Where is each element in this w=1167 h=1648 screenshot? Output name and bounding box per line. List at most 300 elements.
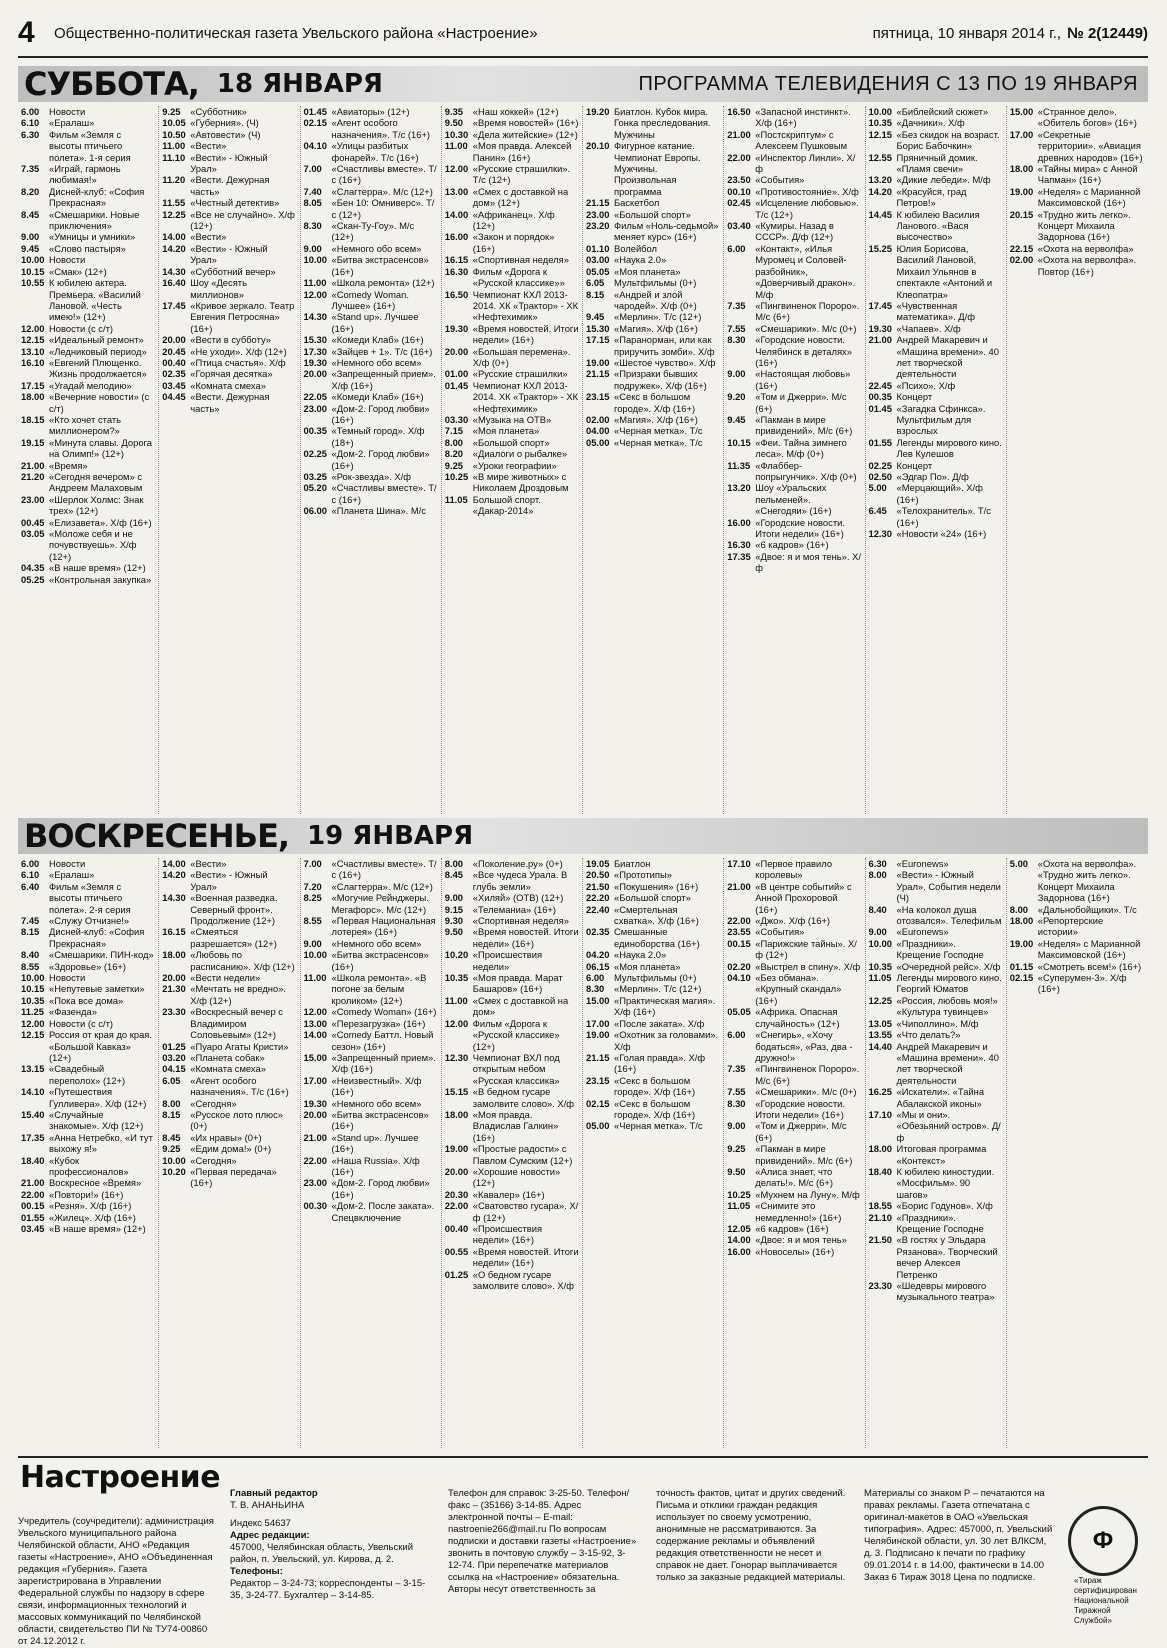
program-time: 04.20 [586,949,610,961]
program-title: «На колокол душа отозвался». Телефильм [896,903,1002,927]
program-row [21,254,155,265]
program-time: 11.00 [444,140,468,152]
program-time: 6.00 [21,106,40,117]
program-title: «Едим дома!» (0+) [190,1143,272,1155]
program-row [869,437,1003,460]
program-time: 9.50 [727,1165,746,1177]
program-title: «Новости «24» (16+) [896,528,987,540]
program-title: «Мухнем на Луну». М/ф [755,1188,860,1200]
program-row [445,1269,579,1292]
program-time: 10.20 [444,949,469,961]
program-title: «Праздники». Крещение Господне [896,1211,984,1234]
program-time: 10.35 [444,972,469,984]
program-title: «Пока все дома» [49,994,124,1006]
program-time: 14.10 [21,1086,45,1098]
program-title: «Играй, гармонь любимая!» [49,163,121,186]
program-row [727,300,861,323]
program-title: «Новоселы» (16+) [755,1245,835,1257]
phones: Редактор – 3-24-73; корреспонденты – 3-15-35, 3-24-77. Бухгалтер – 3-14-85. [230,1578,426,1601]
program-row [586,995,720,1018]
program-row [162,1098,296,1109]
program-title: «Угадай мелодию» [49,379,132,391]
program-row [727,938,861,961]
program-time: 02.15 [303,117,327,129]
program-title: «Моя правда. Владислав Галкин» (16+) [472,1108,559,1143]
program-title: «Путешествия Гулливера». Х/ф (12+) [49,1086,147,1109]
program-time: 12.00 [303,1006,327,1018]
program-title: «Планета Шина». М/с [331,505,426,517]
seal-note: «Тираж сертифицирован Национальной Тиражной Службой» [1074,1576,1137,1625]
program-title: «Охота на верволфа» [1037,242,1134,254]
program-title: Биатлон [614,858,651,869]
program-row [1010,904,1145,915]
schedule-column [301,858,442,1448]
program-title: «Трудно жить легко». Концерт Михаила Задорнова (16+) [1037,208,1131,243]
program-row [445,869,579,892]
program-row [727,539,861,550]
schedule-column [1007,858,1148,1448]
program-time: 8.30 [727,334,746,346]
program-row [445,380,579,414]
program-title: «Контакт», «Илья Муромец и Соловей-разбойник», «Доверчивый дракон». М/ф [755,242,856,300]
program-title: «Шестое чувство». Х/ф [614,356,716,368]
program-row [727,414,861,437]
program-row [162,858,296,869]
program-time: 8.20 [444,448,463,460]
program-time: 15.00 [303,1051,327,1063]
program-title: Новости [49,254,86,266]
program-row [586,881,720,892]
program-row [445,209,579,232]
program-row [304,425,438,448]
program-time: 16.00 [727,516,751,528]
program-time: 02.15 [586,1097,610,1109]
program-title: «Праздники». Крещение Господне [896,937,984,961]
program-title: «6 кадров» (16+) [755,1223,829,1234]
program-time: 14.00 [162,231,186,243]
program-title: «Без скидок на возраст. Борис Бабочкин» [896,128,1000,152]
program-row [21,858,155,869]
program-time: 16.15 [162,926,186,938]
program-row [304,1018,438,1029]
program-time: 00.15 [727,937,751,949]
program-time: 8.15 [21,926,40,938]
program-row [304,346,438,357]
program-row [304,448,438,471]
program-row [21,391,155,414]
program-title: Дисней-клуб: «София Прекрасная» [49,926,145,949]
program-time: 13.20 [868,174,892,186]
program-row [21,949,155,960]
program-title: «Дальнобойщики». Т/с [1037,903,1137,915]
program-title: «Вести» [190,140,227,152]
program-title: «Наш хоккей» (12+) [472,106,559,117]
program-title: «Сегодня» [190,1097,237,1109]
program-title: «Что делать?» [896,1029,961,1041]
program-row [21,562,155,573]
program-row [162,346,296,357]
program-row [869,1234,1003,1280]
program-title: «Служу Отчизне!» [49,915,130,927]
program-row [727,1063,861,1086]
program-title: «Покушения» (16+) [614,880,699,892]
program-row [162,266,296,277]
program-row [727,1223,861,1234]
program-row [1010,209,1145,243]
program-row [162,949,296,972]
program-row [162,391,296,414]
program-time: 10.15 [21,265,45,277]
program-time: 15.30 [586,322,610,334]
program-row [21,1086,155,1109]
program-title: «Первое правило королевы» [755,858,833,881]
program-time: 15.00 [586,994,610,1006]
program-time: 21.00 [727,880,751,892]
program-time: 16.15 [444,254,469,266]
program-row [21,323,155,334]
program-time: 8.20 [21,185,40,197]
program-time: 21.00 [303,1131,327,1143]
program-title: Чемпионат ВХЛ под открытым небом «Русская классика» [472,1051,560,1086]
program-title: «6 кадров» (16+) [755,539,829,551]
program-time: 13.20 [727,482,751,494]
program-row [445,494,579,517]
schedule-column [724,858,865,1448]
program-time: 00.15 [21,1200,45,1212]
program-row [586,1120,720,1131]
program-title: «Немного обо всем» [331,242,422,254]
program-title: «Вести недели» [190,972,261,984]
program-time: 00.35 [868,391,892,403]
program-title: «Черная метка». Т/с [614,425,703,437]
program-time: 03.30 [444,413,469,425]
program-time: 22.00 [303,1154,327,1166]
program-row [162,334,296,345]
program-time: 12.15 [21,1029,45,1041]
program-title: «Искатели». «Тайна Абалакской иконы» [896,1086,985,1109]
program-row [162,209,296,232]
program-time: 15.30 [303,334,327,346]
program-title: «Моя правда. Алексей Панин» (16+) [472,140,572,163]
schedule-column [159,106,300,814]
program-row [162,1143,296,1154]
program-row [727,1189,861,1200]
page-header [18,10,1148,58]
program-title: «Мы и они». «Обезьяний остров». Д/ф [896,1108,1001,1143]
program-title: «Честный детектив» [190,197,280,209]
program-title: «Психо». Х/ф [896,379,956,391]
program-row [445,904,579,915]
program-time: 11.05 [727,1200,751,1212]
program-title: «Феи. Тайна зимнего леса». М/ф (0+) [755,436,847,460]
program-title: «Секс в большом городе». Х/ф (16+) [614,1074,696,1098]
program-time: 9.45 [586,311,605,323]
program-title: «Музыка на ОТВ» [472,413,552,425]
program-time: 14.30 [162,265,186,277]
program-time: 14.30 [303,311,327,323]
program-time: 10.35 [21,994,45,1006]
program-row [869,1041,1003,1087]
program-row [445,186,579,209]
program-title: «Улицы разбитых фонарей». Т/с (16+) [331,140,419,163]
program-time: 7.35 [21,163,40,175]
program-time: 14.20 [868,185,892,197]
program-row [1010,106,1145,129]
program-time: 9.35 [444,106,463,117]
program-row [586,972,720,983]
program-time: 02.20 [727,960,751,972]
program-row [21,517,155,528]
program-row [304,1109,438,1132]
program-title: «Смак» (12+) [49,265,107,277]
program-title: «Происшествия недели» (16+) [472,1223,543,1246]
program-time: 14.00 [727,1234,751,1246]
program-row [445,425,579,436]
program-time: 6.00 [727,242,746,254]
program-row [21,471,155,494]
program-time: 19.00 [586,1029,610,1041]
program-time: 10.00 [21,972,45,984]
program-title: «Постскриптум» с Алексеем Пушковым [755,128,848,152]
program-time: 6.00 [21,858,40,869]
program-row [586,277,720,288]
program-row [445,323,579,346]
program-row [445,1246,579,1269]
program-title: «Школа ремонта». «В погоне за белым кроликом» (12+) [331,972,427,1006]
program-title: «Суперумен-3». Х/ф (16+) [1037,972,1127,995]
program-title: «Простые радости» с Павлом Сумским (12+) [472,1143,573,1166]
program-title: «Очередной рейс». Х/ф [896,960,1001,972]
program-title: «Алиса знает, что делать!». М/с (6+) [755,1165,833,1189]
program-title: «Комната смеха» [190,379,266,391]
program-title: «Большой спорт» [614,208,691,220]
program-row [304,197,438,220]
program-time: 8.55 [21,960,40,972]
program-row [869,186,1003,209]
program-title: Большой спорт. «Дакар-2014» [472,493,541,517]
program-row [586,949,720,960]
issue-number: № 2(12449) [1067,24,1148,42]
program-title: «Эдгар По». Д/ф [896,471,969,482]
program-time: 04.10 [727,972,751,984]
program-row [304,1052,438,1075]
program-title: «Comedy Woman. Лучшее» (16+) [331,288,409,311]
program-time: 18.00 [868,1143,892,1155]
program-row [445,346,579,369]
program-row [21,972,155,983]
program-time: 9.30 [444,915,463,927]
program-row [21,186,155,209]
program-row [727,220,861,243]
program-title: «Флаббер-попрыгунчик». Х/ф (0+) [755,459,857,482]
schedule-column [866,106,1007,814]
program-title: «Перезагрузка» (16+) [331,1017,426,1029]
program-row [304,1075,438,1098]
newspaper-logo: Настроение [20,1460,221,1495]
program-title: «Спортивная неделя» [472,915,569,927]
program-title: «Кто хочет стать миллионером?» [49,413,122,437]
program-time: 00.35 [303,425,327,437]
phones-title: Телефоны: [230,1566,283,1577]
program-title: Мультфильмы (0+) [614,277,697,289]
program-row [304,140,438,163]
program-row [21,1200,155,1211]
program-title: Итоговая программа «Контекст» [896,1143,987,1166]
program-time: 03.00 [586,254,610,266]
program-title: «Диалоги о рыбалке» [472,448,568,460]
program-row [869,391,1003,402]
program-title: Андрей Макаревич и «Машина времени». 40 лет творческой деятельности [896,334,999,380]
program-row [869,323,1003,334]
program-title: «Битва экстрасенсов» (16+) [331,949,429,972]
program-title: «Euronews» [896,926,949,938]
program-row [869,995,1003,1018]
program-title: «Дачники». Х/ф [896,117,965,129]
program-title: «Практическая магия». Х/ф (16+) [614,994,716,1018]
program-row [869,938,1003,961]
program-row [445,437,579,448]
program-title: Новости (с с/т) [49,322,114,334]
program-title: «Двое: я и моя тень» [755,1234,847,1246]
editorial-info [230,1488,430,1602]
program-row [162,892,296,926]
program-row [869,1280,1003,1303]
program-title: «Смех с доставкой на дом» (12+) [472,185,569,209]
program-time: 01.15 [1009,960,1034,972]
program-time: 8.40 [868,903,887,915]
program-title: Новости [49,106,86,117]
program-title: «Кавалер» (16+) [472,1188,545,1200]
program-time: 06.00 [303,505,327,517]
program-time: 01.25 [444,1268,469,1280]
program-time: 9.00 [21,231,40,243]
program-title: «Пакман в мире привидений». М/с (6+) [755,1143,853,1166]
program-title: Дисней-клуб: «София Прекрасная» [49,185,145,209]
program-title: Фильм «Ноль-седьмой» меняет курс» (16+) [614,220,719,243]
program-row [162,300,296,334]
program-time: 9.25 [444,459,463,471]
program-time: 23.00 [303,1177,327,1189]
program-row [586,1098,720,1121]
program-time: 8.00 [868,869,887,881]
page-number: 4 [18,16,35,49]
program-row [304,482,438,505]
program-row [21,437,155,460]
program-row [162,1041,296,1052]
program-row [727,174,861,185]
program-row [445,129,579,140]
program-row [586,220,720,243]
program-row [869,403,1003,437]
program-time: 19.30 [444,322,469,334]
program-time: 14.20 [162,242,186,254]
program-row [445,1166,579,1189]
program-title: «Смертельная схватка». Х/ф (16+) [614,903,699,927]
program-time: 18.15 [21,413,45,425]
program-title: «Рок-звезда». Х/ф [331,471,411,482]
program-title: «Моложе себя и не почувствуешь». Х/ф (12+) [49,528,137,562]
program-title: «Школа ремонта» (12+) [331,277,435,289]
program-row [21,1063,155,1086]
program-row [869,117,1003,128]
program-time: 23.30 [162,1006,186,1018]
program-time: 20.00 [303,368,327,380]
program-title: «Любовь по расписанию». Х/ф (12+) [190,949,295,972]
program-row [21,277,155,323]
program-title: Шоу «Уральских пельменей». «Снегодяи» (16+) [755,482,832,517]
program-row [304,391,438,402]
program-time: 02.45 [727,197,751,209]
program-row [727,1006,861,1029]
program-title: «Инспектор Линли». Х/ф [755,151,856,175]
program-title: «Планета собак» [190,1051,265,1063]
program-row [445,471,579,494]
program-row [304,1029,438,1052]
program-title: «Первая передача» (16+) [190,1165,277,1189]
program-time: 17.35 [727,550,751,562]
program-title: «Кривое зеркало. Театр Евгения Петросяна» (16+) [190,299,295,334]
program-title: Шоу «Десять миллионов» [190,277,247,300]
program-title: Концерт [896,391,933,403]
program-title: «Stand up». Лучшее (16+) [331,311,419,334]
program-row [21,995,155,1006]
program-row [21,380,155,391]
program-row [727,368,861,391]
program-time: 13.00 [444,185,469,197]
program-title: «Россия, любовь моя!» «Культура тувинцев» [896,994,998,1018]
program-row [869,129,1003,152]
program-row [21,129,155,163]
program-title: «Сватовство гусара». Х/ф (12+) [472,1200,579,1223]
program-row [162,380,296,391]
program-title: «Stand up». Лучшее (16+) [331,1131,419,1155]
program-time: 13.05 [868,1017,892,1029]
program-title: «Время новостей. Итоги недели» (16+) [472,322,579,346]
program-title: «Секс в большом городе». Х/ф (16+) [614,1097,696,1120]
program-row [869,904,1003,927]
program-time: 02.35 [586,926,610,938]
program-title: «В гостях у Эльдара Рязанова». Творческий вечер Алексея Петренко [896,1234,998,1280]
program-row [162,277,296,300]
program-title: Фильм «Дорога к «Русской классике»» [472,265,565,289]
program-title: «Счастливы вместе». Т/с (16+) [331,163,437,186]
program-row [21,209,155,232]
program-time: 23.55 [727,926,751,938]
program-row [304,505,438,516]
program-title: Фильм «Дорога к «Русской классике» (12+) [472,1017,560,1052]
program-time: 02.00 [586,413,610,425]
program-row [586,289,720,312]
program-time: 6.10 [21,117,40,129]
program-time: 16.30 [444,265,469,277]
program-time: 6.00 [727,1029,746,1041]
program-row [445,1143,579,1166]
program-title: «В наше время» (12+) [49,562,146,574]
program-time: 21.50 [868,1234,892,1246]
program-title: «Пингвиненок Пороро». М/с (6+) [755,1063,860,1086]
program-title: Андрей Макаревич и «Машина времени». 40 лет творческой деятельности [896,1040,999,1086]
program-title: «Комната смеха» [190,1063,266,1075]
program-title: «Могучие Рейнджеры. Мегафорс». М/с (12+) [331,892,429,915]
program-title: «Городские новости. Итоги недели» (16+) [755,1097,845,1120]
program-title: «Закон и порядок» (16+) [472,231,555,254]
program-row [869,460,1003,471]
program-title: «Снимите это немедленно!» (16+) [755,1200,842,1223]
program-title: «Вечерние новости» (с с/т) [49,391,150,414]
program-time: 8.15 [162,1108,181,1120]
program-time: 10.35 [868,117,892,129]
program-time: 00.40 [444,1223,469,1234]
